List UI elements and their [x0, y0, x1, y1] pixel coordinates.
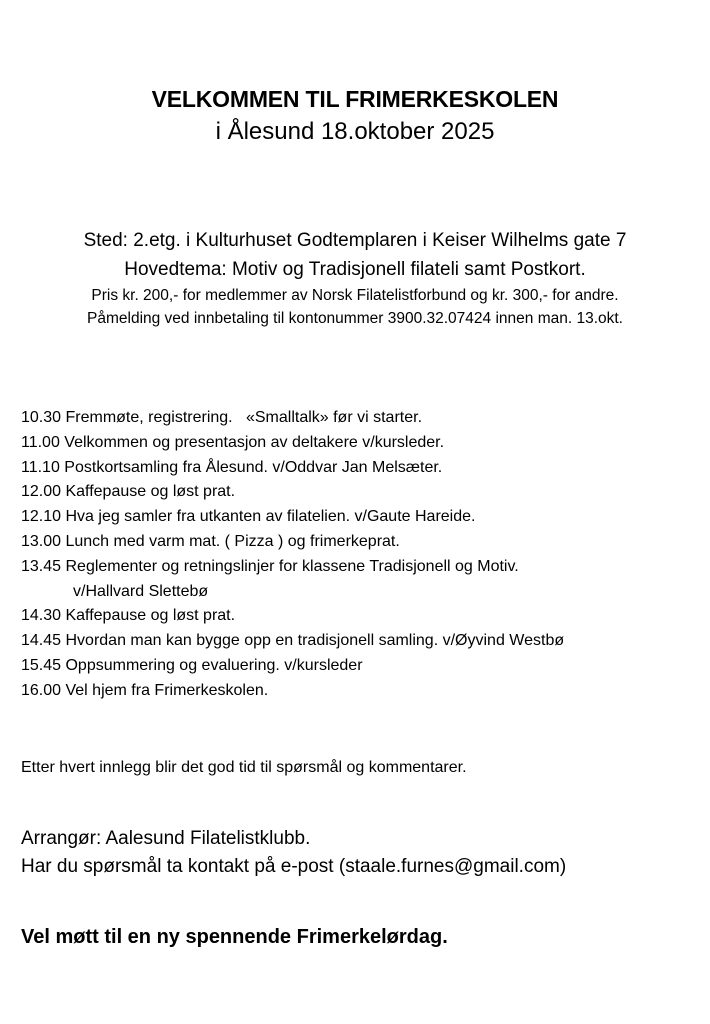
- program-item: 14.30 Kaffepause og løst prat.: [21, 607, 236, 625]
- program-item: 12.10 Hva jeg samler fra utkanten av filatelien. v/Gaute Hareide.: [21, 508, 476, 526]
- organizer-block: [21, 825, 566, 881]
- program-item: 13.45 Reglementer og retningslinjer for klassene Tradisjonell og Motiv.: [21, 557, 519, 575]
- questions-note: Etter hvert innlegg blir det god tid til spørsmål og kommentarer.: [21, 759, 467, 776]
- program-item: 14.45 Hvordan man kan bygge opp en tradisjonell samling. v/Øyvind Westbø: [21, 632, 565, 650]
- program-item: 15.45 Oppsummering og evaluering. v/kursleder: [21, 656, 363, 674]
- program-item: 11.10 Postkortsamling fra Ålesund. v/Oddvar Jan Melsæter.: [21, 458, 443, 476]
- price-line: Pris kr. 200,- for medlemmer av Norsk Filatelistforbund og kr. 300,- for andre.: [91, 287, 619, 304]
- program-item: 16.00 Vel hjem fra Frimerkeskolen.: [21, 681, 269, 699]
- contact-line: Har du spørsmål ta kontakt på e-post (staale.furnes@gmail.com): [21, 856, 567, 877]
- program-item-continuation: v/Hallvard Slettebø: [73, 582, 209, 600]
- program-list: [21, 406, 701, 704]
- organizer-line: Arrangør: Aalesund Filatelistklubb.: [21, 828, 311, 849]
- program-item: 13.00 Lunch med varm mat. ( Pizza ) og frimerkeprat.: [21, 532, 400, 550]
- program-item: 11.00 Velkommen og presentasjon av deltakere v/kursleder.: [21, 433, 445, 451]
- page-subtitle: i Ålesund 18.oktober 2025: [215, 118, 495, 145]
- program-item: 10.30 Fremmøte, registrering. «Smalltalk» før vi starter.: [21, 409, 423, 426]
- page-title: VELKOMMEN TIL FRIMERKESKOLEN: [151, 86, 559, 112]
- registration-line: Påmelding ved innbetaling til kontonummer 3900.32.07424 innen man. 13.okt.: [87, 310, 623, 327]
- program-item: 12.00 Kaffepause og løst prat.: [21, 483, 236, 501]
- closing-line: Vel møtt til en ny spennende Frimerkelørdag.: [21, 926, 448, 948]
- event-info: [0, 226, 710, 330]
- theme-line: Hovedtema: Motiv og Tradisjonell filateli samt Postkort.: [124, 259, 586, 280]
- location-line: Sted: 2.etg. i Kulturhuset Godtemplaren i Keiser Wilhelms gate 7: [83, 230, 627, 251]
